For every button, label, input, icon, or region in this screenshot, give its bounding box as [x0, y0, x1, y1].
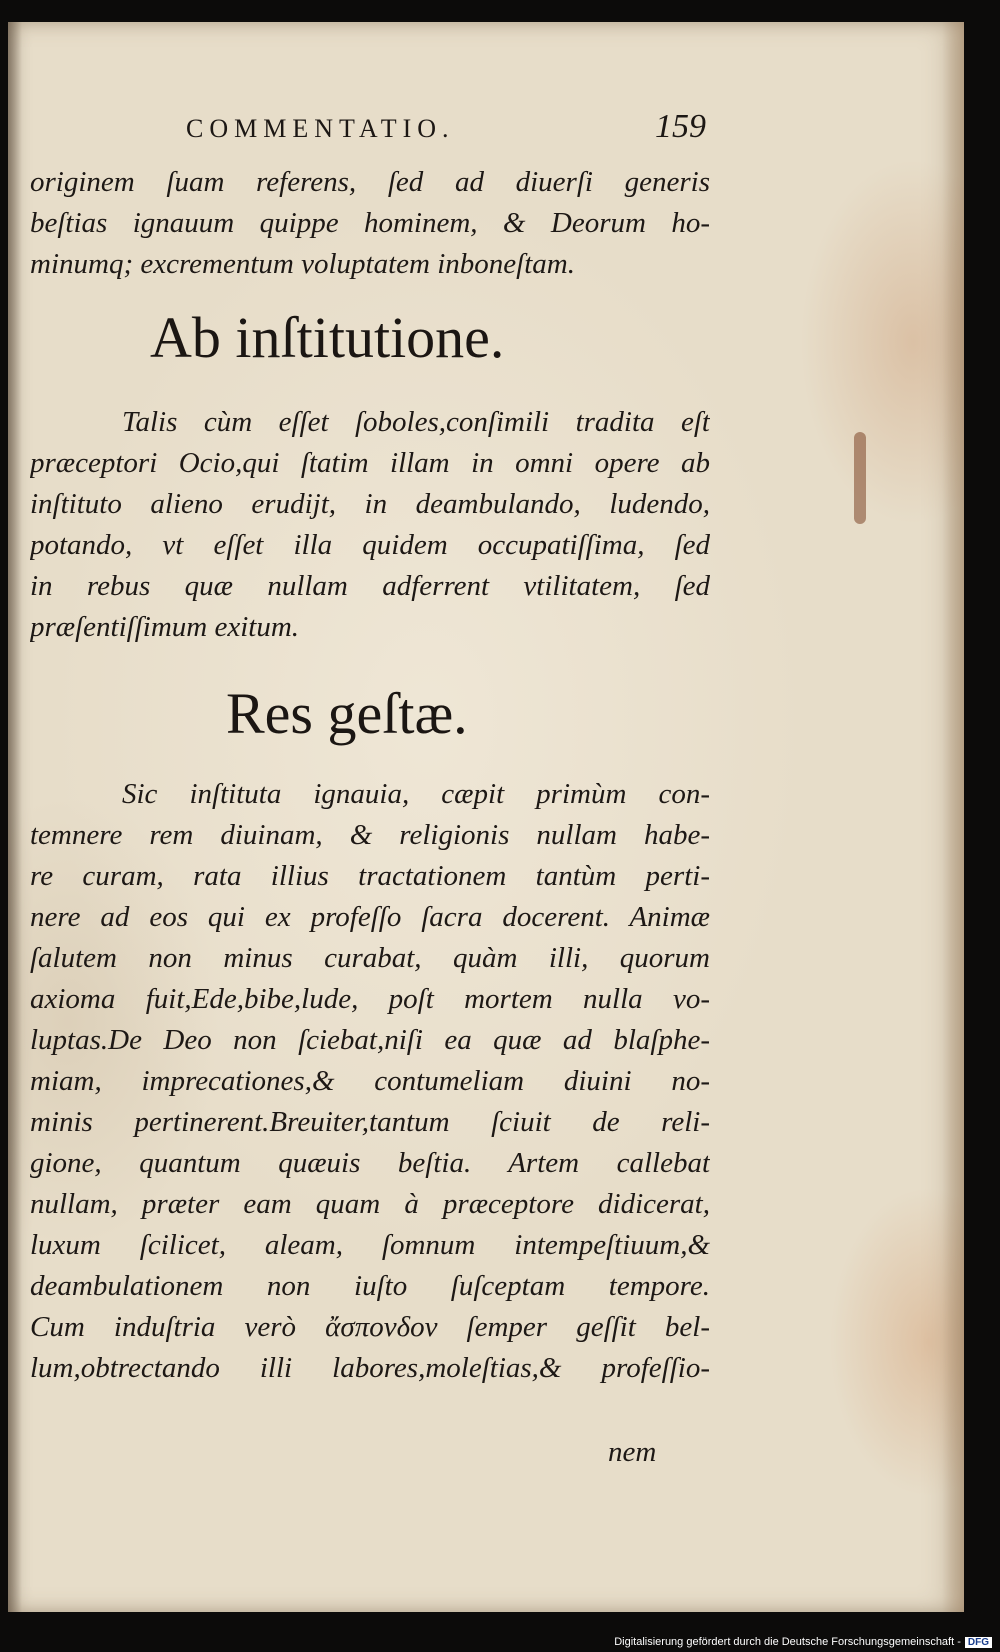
text-line: nullam, præter eam quam à præceptore didicerat, — [30, 1188, 710, 1220]
text-line: minis pertinerent.Breuiter,tantum ſciuit de reli- — [30, 1106, 710, 1138]
text-line: lum,obtrectando illi labores,moleſtias,& profeſſio- — [30, 1352, 710, 1384]
text-line: inſtituto alieno erudijt, in deambulando, ludendo, — [30, 488, 710, 520]
page-edge-shading — [942, 22, 964, 1612]
section-heading-institutione: Ab inſtitutione. — [150, 305, 505, 370]
paragraph-2 — [30, 402, 710, 648]
text-line: Sic inſtituta ignauia, cæpit primùm con- — [122, 778, 710, 810]
running-head: COMMENTATIO. — [186, 114, 455, 143]
text-line: luptas.De Deo non ſciebat,niſi ea quæ ad blaſphe- — [30, 1024, 710, 1056]
section-heading-res-gestae: Res geſtæ. — [226, 681, 468, 746]
page-header — [186, 108, 706, 152]
text-line: miam, imprecationes,& contumeliam diuini no- — [30, 1065, 710, 1097]
dfg-logo: DFG — [965, 1637, 992, 1648]
text-line: gione, quantum quæuis beſtia. Artem callebat — [30, 1147, 710, 1179]
paragraph-1 — [30, 162, 710, 285]
text-line: luxum ſcilicet, aleam, ſomnum intempeſtiuum,& — [30, 1229, 710, 1261]
text-line: beſtias ignauum quippe hominem, & Deorum ho- — [30, 207, 710, 239]
page-number: 159 — [655, 108, 706, 145]
credit-text: Digitalisierung gefördert durch die Deutsche Forschungsgemeinschaft - — [614, 1636, 961, 1648]
book-page — [8, 22, 964, 1612]
catchword: nem — [608, 1436, 657, 1468]
text-line: præceptori Ocio,qui ſtatim illam in omni opere ab — [30, 447, 710, 479]
text-line: præſentiſſimum exitum. — [30, 611, 300, 643]
text-line: deambulationem non iuſto ſuſceptam tempore. — [30, 1270, 710, 1302]
paragraph-3 — [30, 774, 710, 1389]
text-line: temnere rem diuinam, & religionis nullam habe- — [30, 819, 710, 851]
text-line: ſalutem non minus curabat, quàm illi, quorum — [30, 942, 710, 974]
digitization-credit — [614, 1636, 992, 1648]
text-line: re curam, rata illius tractationem tantùm perti- — [30, 860, 710, 892]
text-line: originem ſuam referens, ſed ad diuerſi generis — [30, 166, 710, 198]
ink-stain — [854, 432, 866, 524]
text-line: potando, vt eſſet illa quidem occupatiſſima, ſed — [30, 529, 710, 561]
text-line: minumq; excrementum voluptatem inboneſtam. — [30, 248, 575, 280]
text-line: Cum induſtria verò ἄσπονδον ſemper geſſit bel- — [30, 1311, 710, 1343]
text-line: nere ad eos qui ex profeſſo ſacra docerent. Animæ — [30, 901, 710, 933]
text-line: Talis cùm eſſet ſoboles,conſimili tradita eſt — [122, 406, 710, 438]
text-line: axioma fuit,Ede,bibe,lude, poſt mortem nulla vo- — [30, 983, 710, 1015]
text-line: in rebus quæ nullam adferrent vtilitatem, ſed — [30, 570, 710, 602]
spine-shadow — [8, 22, 22, 1612]
